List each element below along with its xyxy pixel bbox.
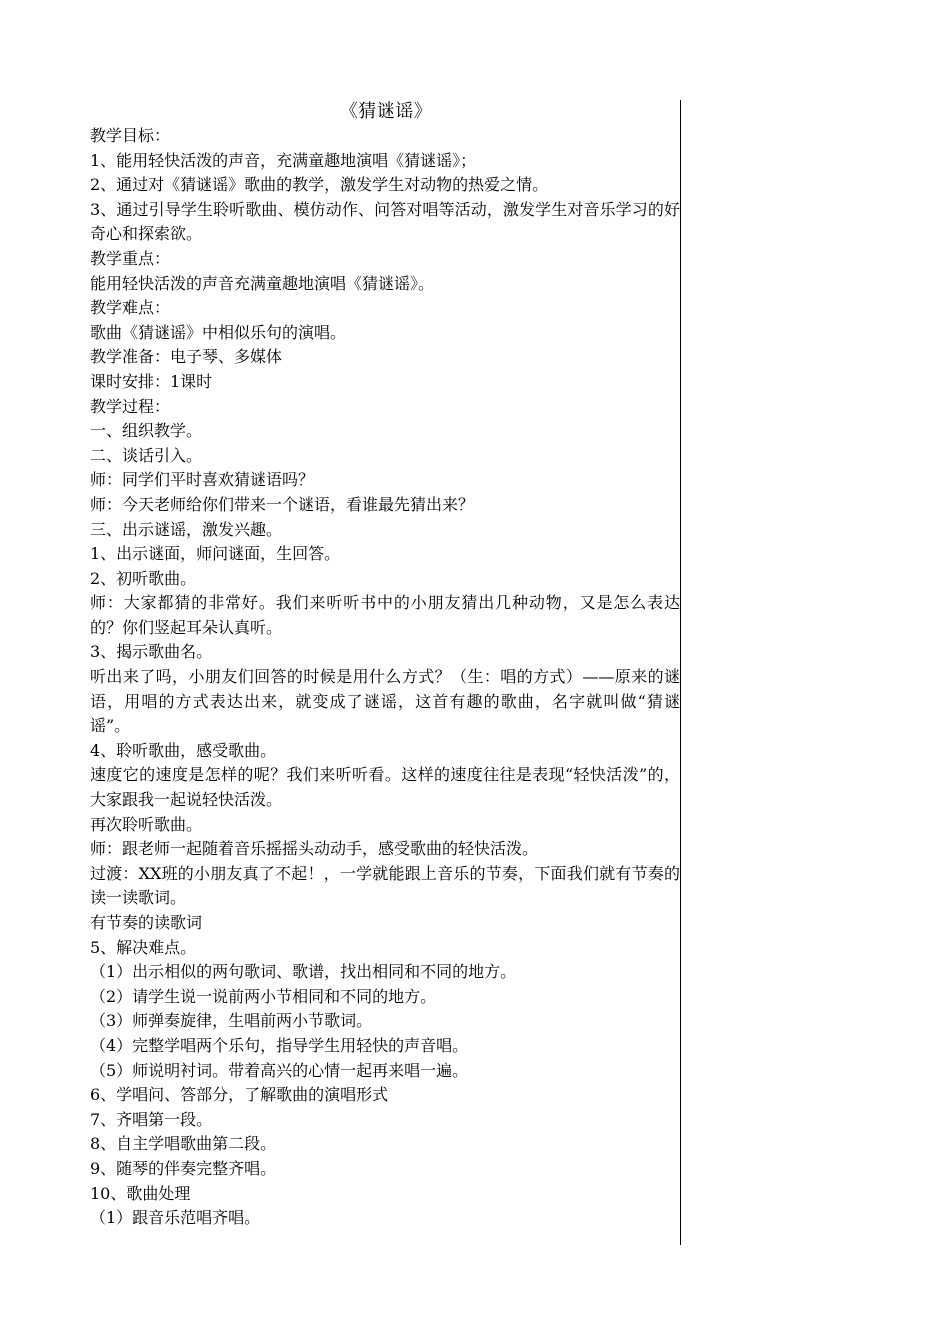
process-substep: 10、歌曲处理 [90, 1183, 191, 1203]
dialogue-line: 师：同学们平时喜欢猜谜语吗？ [90, 470, 315, 490]
process-step: 一、组织教学。 [90, 421, 203, 441]
process-substep: 5、解决难点。 [90, 937, 197, 957]
process-substep: 7、齐唱第一段。 [90, 1109, 213, 1129]
process-substep: 2、初听歌曲。 [90, 568, 197, 588]
objective-item: 1、能用轻快活泼的声音，充满童趣地演唱《猜谜谣》； [90, 150, 477, 170]
schedule-text: 课时安排：1课时 [90, 371, 213, 391]
objective-item: 2、通过对《猜谜谣》歌曲的教学，激发学生对动物的热爱之情。 [90, 175, 549, 195]
paragraph-text: 速度它的速度是怎样的呢？我们来听听看。这样的速度往往是表现“轻快活泼”的，大家跟我一起说轻快活泼。 [90, 765, 680, 810]
process-substep: 1、出示谜面，师问谜面，生回答。 [90, 544, 341, 564]
objective-item: 3、通过引导学生聆听歌曲、模仿动作、问答对唱等活动，激发学生对音乐学习的好奇心和探索欲。 [90, 199, 680, 244]
document-title: 《猜谜谣》 [339, 101, 433, 122]
process-substep: 4、聆听歌曲，感受歌曲。 [90, 740, 277, 760]
numbered-item: （2）请学生说一说前两小节相同和不同的地方。 [90, 986, 437, 1006]
process-substep: 8、自主学唱歌曲第二段。 [90, 1134, 277, 1154]
process-substep: 6、学唱问、答部分，了解歌曲的演唱形式 [90, 1085, 389, 1105]
paragraph-text: 听出来了吗，小朋友们回答的时候是用什么方式？（生：唱的方式）——原来的谜语，用唱的方式表达出来，就变成了谜谣，这首有趣的歌曲，名字就叫做“猜谜谣”。 [90, 667, 680, 736]
numbered-item: （5）师说明衬词。带着高兴的心情一起再来唱一遍。 [90, 1060, 469, 1080]
lesson-plan-body [90, 99, 680, 1231]
difficulty-text: 歌曲《猜谜谣》中相似乐句的演唱。 [90, 322, 347, 342]
dialogue-line: 师：跟老师一起随着音乐摇摇头动动手，感受歌曲的轻快活泼。 [90, 839, 539, 859]
numbered-item: （3）师弹奏旋律，生唱前两小节歌词。 [90, 1011, 373, 1031]
preparation-text: 教学准备：电子琴、多媒体 [90, 347, 283, 367]
key-point-text: 能用轻快活泼的声音充满童趣地演唱《猜谜谣》。 [90, 273, 435, 293]
dialogue-line: 师：今天老师给你们带来一个谜语，看谁最先猜出来？ [90, 494, 475, 514]
dialogue-line: 师：大家都猜的非常好。我们来听听书中的小朋友猜出几种动物，又是怎么表达的？你们竖起耳朵认真听。 [90, 593, 680, 637]
numbered-item: （4）完整学唱两个乐句，指导学生用轻快的声音唱。 [90, 1035, 469, 1055]
table-right-border [680, 100, 681, 1245]
paragraph-text: 过渡：XX班的小朋友真了不起！，一学就能跟上音乐的节奏，下面我们就有节奏的读一读歌词。 [90, 863, 680, 908]
process-substep: 3、揭示歌曲名。 [90, 642, 213, 662]
section-heading-key-points: 教学重点： [90, 248, 171, 268]
paragraph-text: 有节奏的读歌词 [90, 913, 203, 932]
section-heading-process: 教学过程： [90, 396, 171, 416]
section-heading-objectives: 教学目标： [90, 126, 171, 145]
process-step: 三、出示谜谣，激发兴趣。 [90, 519, 283, 539]
process-step: 二、谈话引入。 [90, 445, 203, 465]
section-heading-difficulties: 教学难点： [90, 298, 171, 318]
numbered-item: （1）出示相似的两句歌词、歌谱，找出相同和不同的地方。 [90, 962, 517, 982]
paragraph-text: 再次聆听歌曲。 [90, 814, 203, 834]
process-substep: 9、随琴的伴奏完整齐唱。 [90, 1158, 277, 1178]
numbered-item: （1）跟音乐范唱齐唱。 [90, 1208, 261, 1228]
